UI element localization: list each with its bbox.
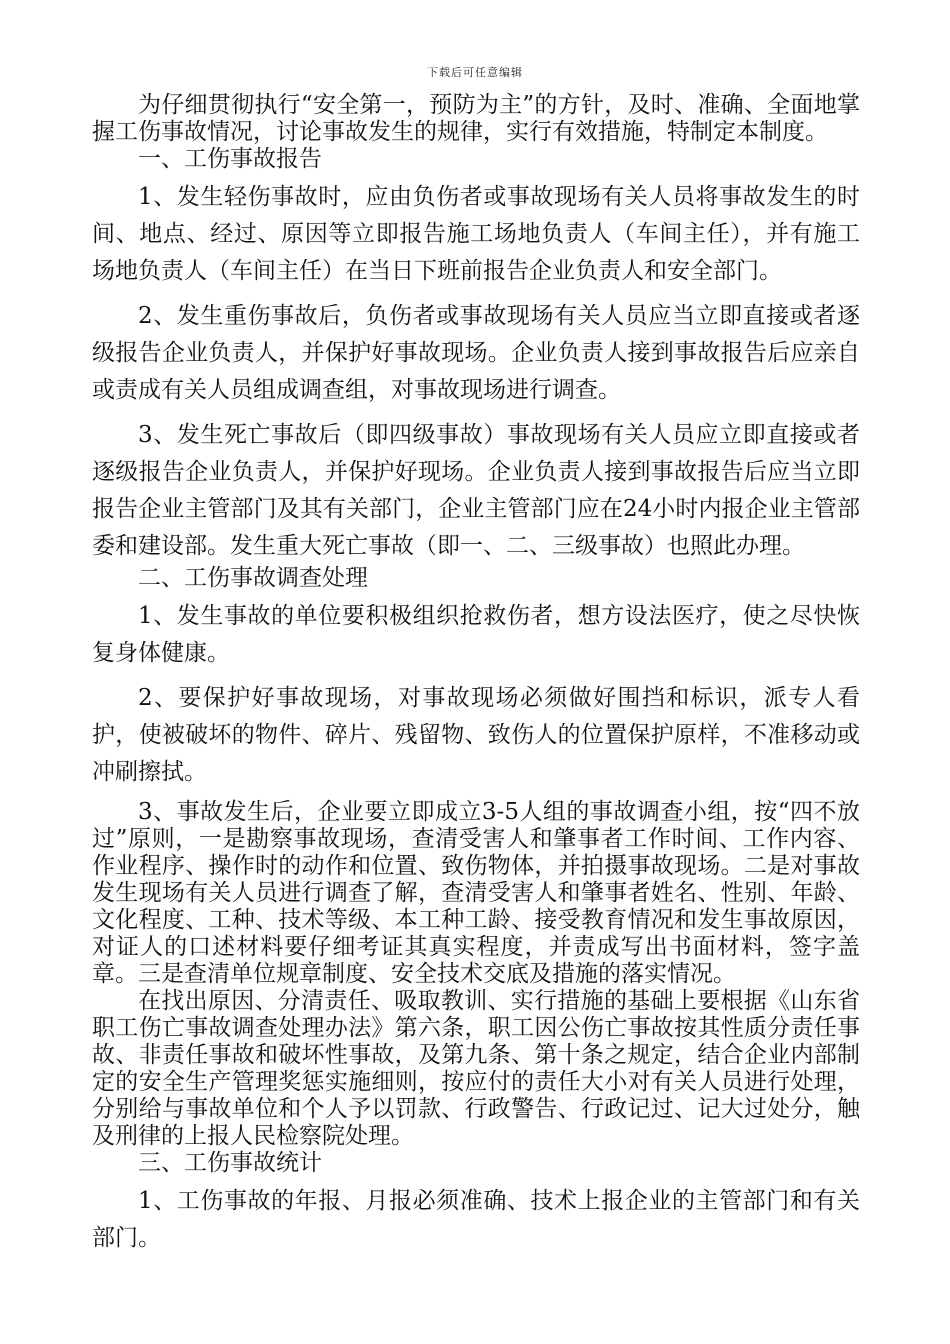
paragraph-serious-injury: 2、发生重伤事故后，负伤者或事故现场有关人员应当立即直接或者逐级报告企业负责人，并保护好事故现场。企业负责人接到事故报告后应亲自或责成有关人员组成调查组，对事故现场进行调查。 <box>92 303 860 403</box>
section-heading-report: 一、工伤事故报告 <box>138 146 322 172</box>
paragraph-protect-scene: 2、要保护好事故现场，对事故现场必须做好围挡和标识，派专人看护，使被破坏的物件、碎片、残留物、致伤人的位置保护原样，不准移动或冲刷擦拭。 <box>92 685 860 785</box>
section-heading-investigation: 二、工伤事故调查处理 <box>138 565 368 591</box>
header-note: 下载后可任意编辑 <box>427 66 523 79</box>
paragraph-reporting: 1、工伤事故的年报、月报必须准确、技术上报企业的主管部门和有关部门。 <box>92 1188 860 1251</box>
section-heading-statistics: 三、工伤事故统计 <box>138 1150 322 1176</box>
paragraph-minor-injury: 1、发生轻伤事故时，应由负伤者或事故现场有关人员将事故发生的时间、地点、经过、原因等立即报告施工场地负责人（车间主任），并有施工场地负责人（车间主任）在当日下班前报告企业负责人和安全部门。 <box>92 184 860 284</box>
paragraph-fatal-accident: 3、发生死亡事故后（即四级事故）事故现场有关人员应立即直接或者逐级报告企业负责人，并保护好现场。企业负责人接到事故报告后应当立即报告企业主管部门及其有关部门，企业主管部门应在24小时内报企业主管部委和建设部。发生重大死亡事故（即一、二、三级事故）也照此办理。 <box>92 422 860 559</box>
intro-paragraph: 为仔细贯彻执行“安全第一，预防为主”的方针，及时、准确、全面地掌握工伤事故情况，讨论事故发生的规律，实行有效措施，特制定本制度。 <box>92 92 860 145</box>
paragraph-rescue: 1、发生事故的单位要积极组织抢救伤者，想方设法医疗，使之尽快恢复身体健康。 <box>92 603 860 666</box>
paragraph-handling: 在找出原因、分清责任、吸取教训、实行措施的基础上要根据《山东省职工伤亡事故调查处理办法》第六条，职工因公伤亡事故按其性质分责任事故、非责任事故和破坏性事故，及第九条、第十条之规定，结合企业内部制定的安全生产管理奖惩实施细则，按应付的责任大小对有关人员进行处理，分别给与事故单位和个人予以罚款、行政警告、行政记过、记大过处分，触及刑律的上报人民检察院处理。 <box>92 988 860 1149</box>
document-body <box>92 92 860 1257</box>
paragraph-investigation-team: 3、事故发生后，企业要立即成立3-5人组的事故调查小组，按“四不放过”原则，一是勘察事故现场，查清受害人和肇事者工作时间、工作内容、作业程序、操作时的动作和位置、致伤物体，并拍摄事故现场。二是对事故发生现场有关人员进行调查了解，查清受害人和肇事者姓名、性别、年龄、文化程度、工种、技术等级、本工种工龄、接受教育情况和发生事故原因，对证人的口述材料要仔细考证其真实程度，并责成写出书面材料，签字盖章。三是查清单位规章制度、安全技术交底及措施的落实情况。 <box>92 799 860 987</box>
